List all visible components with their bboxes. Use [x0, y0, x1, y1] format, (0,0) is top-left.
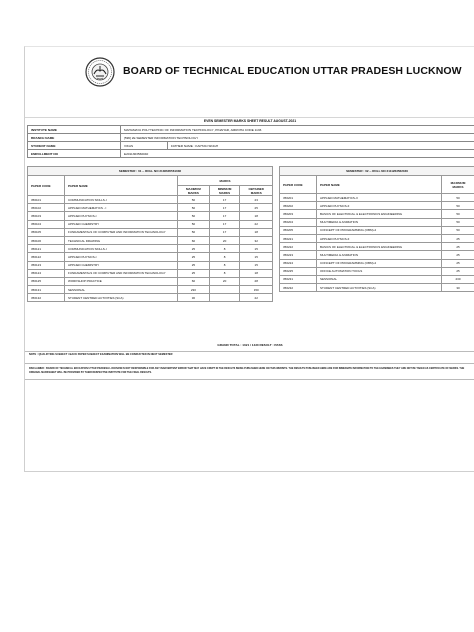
paper-code-cell: 356221: [280, 234, 317, 242]
paper-code-cell: 356124: [28, 269, 65, 277]
marks-cell: 30: [178, 294, 210, 302]
paper-name-cell: APPLIED PHYSICS-II: [317, 202, 442, 210]
info-label: ENROLLMENT NO: [28, 150, 121, 158]
paper-code-cell: 356202: [280, 202, 317, 210]
marks-cell: 8: [209, 253, 240, 261]
marks-cell: [209, 286, 240, 294]
semester-1-rows: [28, 196, 273, 302]
marks-cell: 50: [442, 194, 474, 202]
paper-code-cell: 356106: [28, 236, 65, 244]
table-row: [28, 269, 273, 277]
marks-cell: 150: [240, 286, 273, 294]
info-row-institute: [28, 126, 474, 134]
marks-cell: 50: [178, 220, 210, 228]
marks-cell: 28: [240, 277, 273, 285]
col-max-marks: MAXIMUM MARKS: [442, 176, 474, 194]
marks-cell: 18: [240, 212, 273, 220]
marks-cell: 25: [442, 267, 474, 275]
paper-name-cell: CONCEPT OF PROGRAMMING (OBM)-2: [317, 226, 442, 234]
table-row: [280, 243, 474, 251]
paper-name-cell: CONCEPT OF PROGRAMMING (OBM)-2: [317, 259, 442, 267]
marks-cell: 17: [209, 212, 240, 220]
info-row-student: [28, 142, 474, 150]
paper-name-cell: APPLIED PHYSICS-I: [65, 212, 178, 220]
paper-name-cell: APPLIED CHEMISTRY: [65, 220, 178, 228]
marks-cell: 32: [240, 236, 273, 244]
paper-name-cell: SESSIONAL: [317, 275, 442, 283]
table-row: [28, 212, 273, 220]
paper-name-cell: WORKSHOP PRACTICE: [65, 277, 178, 285]
paper-name-cell: COMMUNICATION SKILLS-I: [65, 245, 178, 253]
marks-cell: 25: [442, 259, 474, 267]
semester-2-table: [279, 166, 474, 292]
paper-name-cell: SESSIONAL: [65, 286, 178, 294]
board-title: BOARD OF TECHNICAL EDUCATION UTTAR PRADESH LUCKNOW: [123, 65, 462, 77]
semester-1-table: [27, 166, 273, 302]
table-row: [28, 245, 273, 253]
marks-cell: 20: [209, 236, 240, 244]
info-label: BRANCH NAME: [28, 134, 121, 142]
marks-cell: 22: [240, 294, 273, 302]
marks-cell: 25: [442, 251, 474, 259]
info-row-branch: [28, 134, 474, 142]
table-row: [28, 253, 273, 261]
paper-code-cell: 356201: [280, 194, 317, 202]
col-paper-name: PAPER NAME: [317, 176, 442, 194]
marks-cell: 25: [178, 261, 210, 269]
father-name: FATHER NAME : KAPTAN SINGH: [168, 142, 474, 150]
paper-name-cell: APPLIED MATHEMATICS - I: [65, 204, 178, 212]
info-label: INSTITUTE NAME: [28, 126, 121, 134]
marks-cell: 17: [209, 228, 240, 236]
divider: [25, 379, 474, 380]
marks-cell: 50: [178, 228, 210, 236]
marks-cell: 230: [178, 286, 210, 294]
paper-code-cell: 356104: [28, 220, 65, 228]
marks-cell: 20: [209, 277, 240, 285]
paper-name-cell: BASICS OF ELECTRICAL & ELECTRONICS ENGINEERING: [317, 210, 442, 218]
semester-2-rows: [280, 194, 474, 292]
table-row: [280, 284, 474, 292]
marks-cell: 50: [178, 212, 210, 220]
marks-cell: 18: [240, 228, 273, 236]
marks-cell: 17: [209, 220, 240, 228]
marks-cell: 17: [209, 196, 240, 204]
table-row: [28, 236, 273, 244]
paper-name-cell: MULTIMEDIA & ANIMATION: [317, 251, 442, 259]
result-title: EVEN SEMESTER MARKS SHEET RESULT AUGUST-2021: [203, 119, 297, 123]
marks-cell: 50: [442, 202, 474, 210]
marks-cell: 15: [240, 245, 273, 253]
col-min-marks: MINIMUM MARKS: [209, 186, 240, 196]
info-row-enrollment: [28, 150, 474, 158]
paper-code-cell: 356222: [280, 243, 317, 251]
info-label: STUDENT NAME: [28, 142, 121, 150]
info-value: E2011363560040: [121, 150, 474, 158]
table-row: [280, 210, 474, 218]
student-info-table: [27, 125, 474, 158]
marks-cell: 50: [178, 196, 210, 204]
marks-cell: 60: [178, 236, 210, 244]
marks-cell: 25: [178, 253, 210, 261]
paper-code-cell: 356105: [28, 228, 65, 236]
marks-cell: 30: [442, 284, 474, 292]
board-header: [85, 55, 474, 89]
info-value: [596] 2E SEMESTER INFORMATION TECHNOLOGY: [121, 134, 474, 142]
marks-cell: 17: [209, 204, 240, 212]
table-row: [280, 218, 474, 226]
paper-code-cell: 356125: [28, 277, 65, 285]
table-row: [28, 286, 273, 294]
paper-name-cell: OFFICE AUTOMATION TOOLS: [317, 267, 442, 275]
paper-name-cell: APPLIED PHYSICS-I: [65, 253, 178, 261]
marks-cell: 50: [178, 204, 210, 212]
info-value: MAHAMAYA POLYTECHNIC OF INFORMATION TECHNOLOGY ,PINAHAR, AMROHA CODE 1136: [121, 126, 474, 134]
marks-cell: 22: [240, 220, 273, 228]
paper-code-cell: 356223: [280, 251, 317, 259]
paper-code-cell: 356205: [280, 226, 317, 234]
marks-cell: 60: [178, 277, 210, 285]
paper-code-cell: 356232: [280, 284, 317, 292]
paper-code-cell: 356231: [280, 275, 317, 283]
paper-name-cell: FUNDAMENTALS OF COMPUTER AND INFORMATION TECHNOLOGY: [65, 269, 178, 277]
semester-2-title: SEMESTER : 02 -- ROLL NO 2111263562046: [280, 167, 474, 176]
marks-cell: [209, 294, 240, 302]
table-row: [280, 259, 474, 267]
marks-cell: 18: [240, 269, 273, 277]
marks-cell: 8: [209, 269, 240, 277]
marks-cell: 25: [442, 243, 474, 251]
col-obtained-marks: OBTAINED MARKS: [240, 186, 273, 196]
paper-name-cell: APPLIED MATHEMATICS-II: [317, 194, 442, 202]
paper-code-cell: 356102: [28, 204, 65, 212]
table-row: [280, 267, 474, 275]
paper-code-cell: 356103: [28, 212, 65, 220]
marks-cell: 25: [178, 269, 210, 277]
grand-total: GRAND TOTAL : 1021 / 1430 RESULT : PASS: [217, 343, 283, 347]
up-government-emblem-icon: [85, 57, 115, 87]
table-row: [28, 204, 273, 212]
paper-name-cell: FUNDAMENTALS OF COMPUTER AND INFORMATION TECHNOLOGY: [65, 228, 178, 236]
marks-group-header: MARKS: [178, 176, 273, 186]
paper-code-cell: 356122: [28, 253, 65, 261]
table-row: [28, 277, 273, 285]
paper-name-cell: COMMUNICATION SKILLS-I: [65, 196, 178, 204]
paper-name-cell: STUDENT CENTRED ACTIVITIES (SCA): [317, 284, 442, 292]
table-row: [28, 228, 273, 236]
table-row: [28, 294, 273, 302]
paper-name-cell: MULTIMEDIA & ANIMATION: [317, 218, 442, 226]
paper-code-cell: 356121: [28, 245, 65, 253]
note-text: NOTE : QUALIFYING SUBJECT / BACK PAPER SUBJECT EXAMINATION WILL BE CONDUCTED IN NEXT SEMESTER: [29, 353, 173, 356]
table-row: [280, 202, 474, 210]
table-row: [280, 251, 474, 259]
col-max-marks: MAXIMUM MARKS: [178, 186, 210, 196]
info-value: VIKAS: [121, 142, 168, 150]
table-row: [280, 234, 474, 242]
table-row: [280, 275, 474, 283]
paper-code-cell: 356131: [28, 286, 65, 294]
paper-name-cell: APPLIED CHEMISTRY: [65, 261, 178, 269]
paper-code-cell: 356225: [280, 267, 317, 275]
marks-cell: 50: [442, 210, 474, 218]
marks-cell: 15: [240, 261, 273, 269]
marks-cell: 15: [240, 253, 273, 261]
col-paper-name: PAPER NAME: [65, 176, 178, 196]
paper-code-cell: 356203: [280, 210, 317, 218]
marks-cell: 25: [178, 245, 210, 253]
table-row: [28, 220, 273, 228]
marks-cell: 8: [209, 261, 240, 269]
table-row: [280, 226, 474, 234]
marks-cell: 50: [442, 218, 474, 226]
marks-cell: 23: [240, 196, 273, 204]
divider: [25, 363, 474, 364]
table-row: [28, 261, 273, 269]
paper-name-cell: TECHNICAL DRAWING: [65, 236, 178, 244]
paper-code-cell: 356204: [280, 218, 317, 226]
marks-cell: 50: [442, 226, 474, 234]
marksheet-page: [24, 46, 474, 472]
paper-code-cell: 356132: [28, 294, 65, 302]
table-row: [280, 194, 474, 202]
paper-code-cell: 356101: [28, 196, 65, 204]
disclaimer-text: DISCLAIMER : BOARD OF TECHNICAL EDUCATION UTTAR PRADESH LUCKNOW IS NOT RESPONSIBLE FOR ANY INADVERTENT ERROR THAT MAY HAVE CREPT IN THE RESULTS BEING PUBLISHED HERE ON THIS WEBSITE. THE RESULTS PUBLISHED HERE ARE FOR IMMEDIATE INFORMATION TO THE EXAMINEES THEY ARE NOT BE TAKEN AS CERTIFICATE OF MARKS. THE ORIGINAL MARKSHEET WILL BE PROVIDED BY THEIR RESPECTIVE INSTITUTE FOR THE FINAL RESULTS.: [29, 367, 465, 374]
marks-cell: 25: [442, 234, 474, 242]
col-paper-code: PAPER CODE: [280, 176, 317, 194]
marks-cell: 230: [442, 275, 474, 283]
divider: [25, 351, 474, 352]
semester-1-title: SEMESTER : 01 -- ROLL NO 2136635561036: [28, 167, 273, 176]
paper-name-cell: APPLIED PHYSICS-II: [317, 234, 442, 242]
marks-cell: 25: [240, 204, 273, 212]
paper-name-cell: STUDENT CENTRED ACTIVITIES (SCA): [65, 294, 178, 302]
marks-cell: 8: [209, 245, 240, 253]
table-row: [28, 196, 273, 204]
paper-name-cell: BASICS OF ELECTRICAL & ELECTRONICS ENGINEERING: [317, 243, 442, 251]
paper-code-cell: 356123: [28, 261, 65, 269]
col-paper-code: PAPER CODE: [28, 176, 65, 196]
paper-code-cell: 356224: [280, 259, 317, 267]
